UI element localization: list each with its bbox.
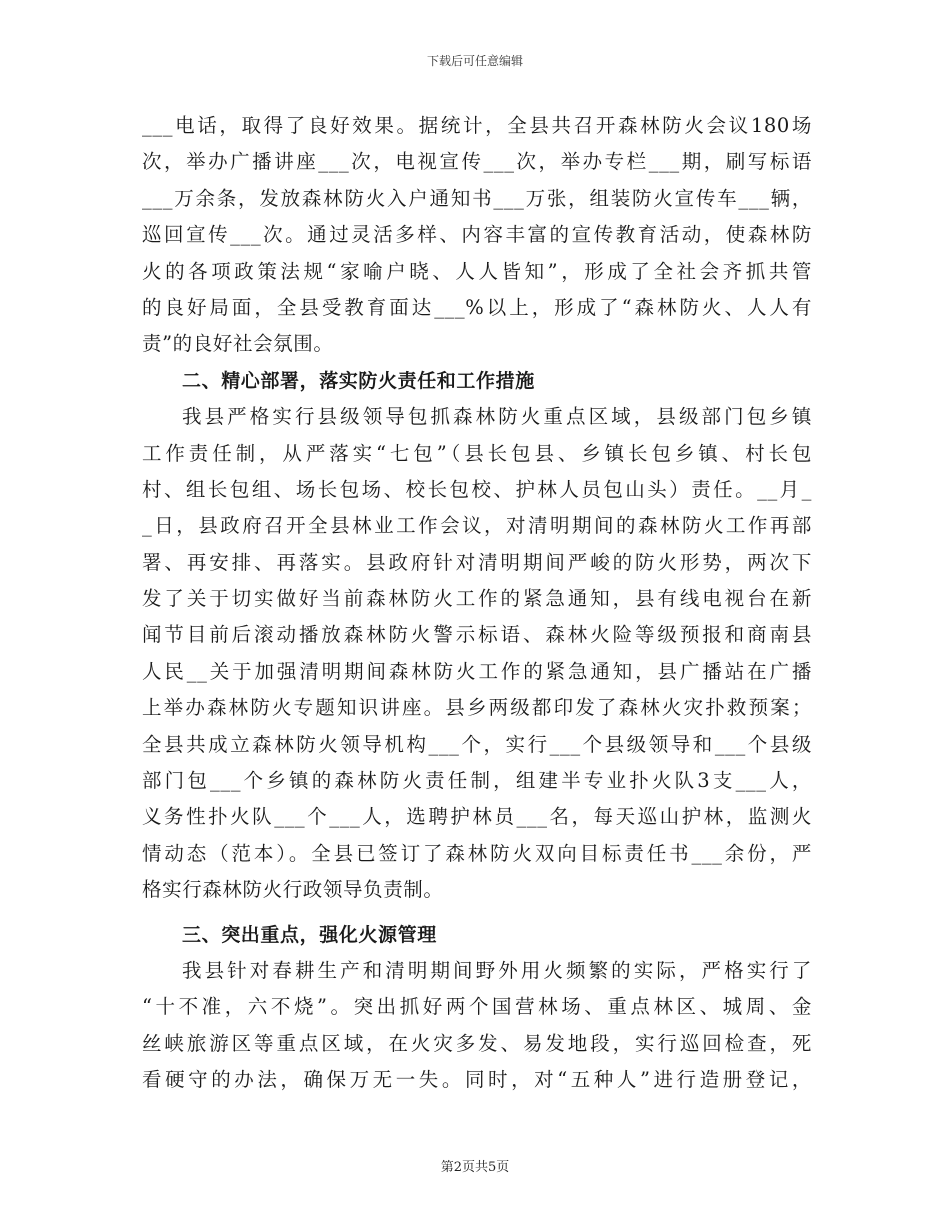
page-number: 第2页共5页	[440, 1160, 510, 1175]
text-line: 格实行森林防火行政领导负责制。	[142, 878, 444, 902]
text-line: 人民__关于加强清明期间森林防火工作的紧急通知，县广播站在广播	[142, 659, 812, 683]
text-line: 全县共成立森林防火领导机构___个，实行___个县级领导和___个县级	[142, 732, 812, 756]
paragraph-publicity-results	[142, 108, 812, 363]
text-line: 发了关于切实做好当前森林防火工作的紧急通知，县有线电视台在新	[142, 587, 812, 611]
text-line: ___万余条，发放森林防火入户通知书___万张，组装防火宣传车___辆，	[142, 186, 812, 210]
text-line: 上举办森林防火专题知识讲座。县乡两级都印发了森林火灾扑救预案；	[142, 696, 812, 720]
page-header-note: 下载后可任意编辑	[426, 54, 523, 68]
text-line: 义务性扑火队___个___人，选聘护林员___名，每天巡山护林，监测火	[142, 805, 812, 829]
text-line: 署、再安排、再落实。县政府针对清明期间严峻的防火形势，两次下	[142, 550, 812, 574]
text-line: 闻节目前后滚动播放森林防火警示标语、森林火险等级预报和商南县	[142, 623, 812, 647]
paragraph-responsibility	[142, 399, 812, 908]
text-line: ___电话，取得了良好效果。据统计，全县共召开森林防火会议180场	[142, 114, 812, 137]
text-line: 次，举办广播讲座___次，电视宣传___次，举办专栏___期，刷写标语	[142, 150, 812, 174]
text-line: 责”的良好社会氛围。	[142, 332, 334, 356]
text-line: 情动态（范本）。全县已签订了森林防火双向目标责任书___余份，严	[142, 841, 812, 865]
text-line: 巡回宣传___次。通过灵活多样、内容丰富的宣传教育活动，使森林防	[142, 223, 812, 247]
text-line: _日，县政府召开全县林业工作会议，对清明期间的森林防火工作再部	[142, 514, 812, 538]
text-line: 工作责任制，从严落实“七包”（县长包县、乡镇长包乡镇、村长包	[142, 441, 812, 465]
text-line: 的良好局面，全县受教育面达___%以上，形成了“森林防火、人人有	[142, 295, 812, 319]
text-line: 村、组长包组、场长包场、校长包校、护林人员包山头）责任。__月_	[142, 477, 812, 501]
text-line: 我县针对春耕生产和清明期间野外用火频繁的实际，严格实行了	[182, 958, 812, 982]
section-heading-responsibility: 二、精心部署，落实防火责任和工作措施	[182, 369, 535, 392]
text-line: 丝峡旅游区等重点区域，在火灾多发、易发地段，实行巡回检查，死	[142, 1031, 812, 1055]
document-body	[142, 108, 812, 1099]
text-line: 火的各项政策法规“家喻户晓、人人皆知”，形成了全社会齐抓共管	[142, 259, 812, 283]
paragraph-fire-source	[142, 953, 812, 1099]
text-line: “十不准，六不烧”。突出抓好两个国营林场、重点林区、城周、金	[142, 995, 812, 1019]
text-line: 部门包___个乡镇的森林防火责任制，组建半专业扑火队3支___人，	[142, 769, 812, 793]
text-line: 我县严格实行县级领导包抓森林防火重点区域，县级部门包乡镇	[182, 405, 812, 429]
text-line: 看硬守的办法，确保万无一失。同时，对“五种人”进行造册登记，	[142, 1068, 812, 1092]
section-heading-fire-source: 三、突出重点，强化火源管理	[182, 923, 437, 946]
